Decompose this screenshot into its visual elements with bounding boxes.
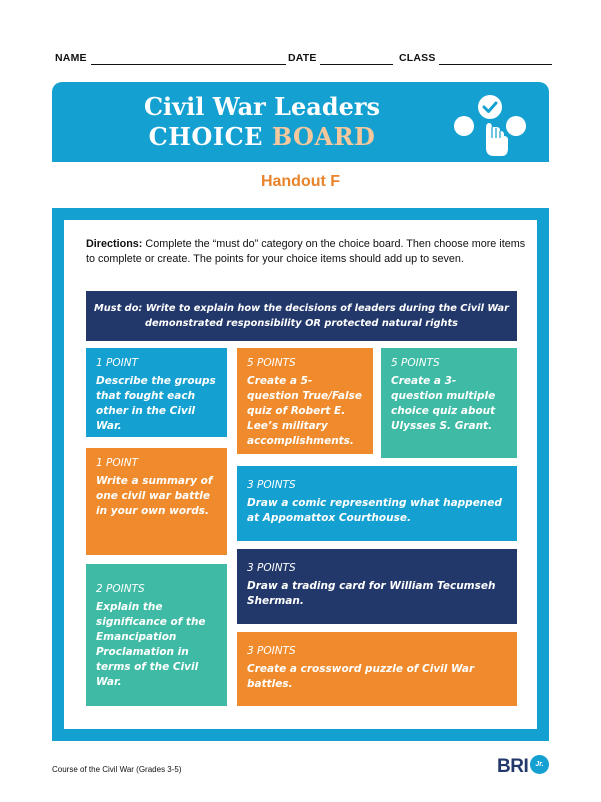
name-line[interactable]: [91, 64, 286, 65]
title-board: BOARD: [271, 122, 376, 151]
name-label: NAME: [55, 52, 87, 64]
must-do-box: Must do: Write to explain how the decisions of leaders during the Civil War demonstrated responsibility OR protected natural rights: [86, 291, 517, 341]
card-points: 5 POINTS: [391, 357, 440, 369]
title-line-1: Civil War Leaders: [143, 92, 381, 121]
choice-hand-icon: [450, 94, 528, 162]
bri-logo: [497, 753, 549, 781]
student-info-row: [55, 52, 552, 68]
card-text: Create a crossword puzzle of Civil War battles.: [247, 663, 475, 690]
logo-badge: Jr.: [530, 755, 549, 774]
choice-card[interactable]: [86, 564, 227, 706]
card-points: 3 POINTS: [247, 479, 296, 491]
card-text: Draw a trading card for William Tecumseh Sherman.: [247, 580, 496, 607]
card-text: Describe the groups that fought each other in the Civil War.: [96, 375, 216, 432]
title-line-2: [52, 122, 472, 151]
course-footer: Course of the Civil War (Grades 3-5): [52, 765, 182, 774]
directions: [86, 237, 526, 267]
choice-card[interactable]: [86, 348, 227, 437]
choice-card[interactable]: [237, 466, 517, 541]
card-text: Draw a comic representing what happened at Appomattox Courthouse.: [247, 497, 502, 524]
class-line[interactable]: [439, 64, 552, 65]
handout-label: Handout F: [260, 173, 341, 190]
choice-card[interactable]: [381, 348, 517, 458]
title-banner: [52, 82, 549, 162]
card-text: Create a 5-question True/False quiz of Robert E. Lee’s military accomplishments.: [247, 375, 362, 447]
card-points: 3 POINTS: [247, 645, 296, 657]
date-line[interactable]: [320, 64, 393, 65]
choice-card[interactable]: [237, 348, 373, 454]
directions-label: Directions:: [86, 238, 143, 250]
card-points: 2 POINTS: [96, 583, 145, 595]
choice-card[interactable]: [86, 448, 227, 555]
card-points: 1 POINT: [96, 357, 138, 369]
card-points: 1 POINT: [96, 457, 138, 469]
class-label: CLASS: [399, 52, 436, 64]
title-choice: CHOICE: [148, 122, 263, 151]
choice-card[interactable]: [237, 632, 517, 706]
logo-text: BRI: [497, 756, 529, 777]
card-text: Write a summary of one civil war battle in your own words.: [96, 475, 213, 517]
directions-text: Complete the “must do” category on the choice board. Then choose more items to complete or create. The points for your choice items should add up to seven.: [86, 238, 526, 265]
card-text: Explain the significance of the Emancipation Proclamation in terms of the Civil War.: [96, 601, 206, 688]
date-label: DATE: [288, 52, 317, 64]
card-points: 5 POINTS: [247, 357, 296, 369]
card-points: 3 POINTS: [247, 562, 296, 574]
choice-card[interactable]: [237, 549, 517, 624]
card-text: Create a 3-question multiple choice quiz about Ulysses S. Grant.: [391, 375, 496, 432]
